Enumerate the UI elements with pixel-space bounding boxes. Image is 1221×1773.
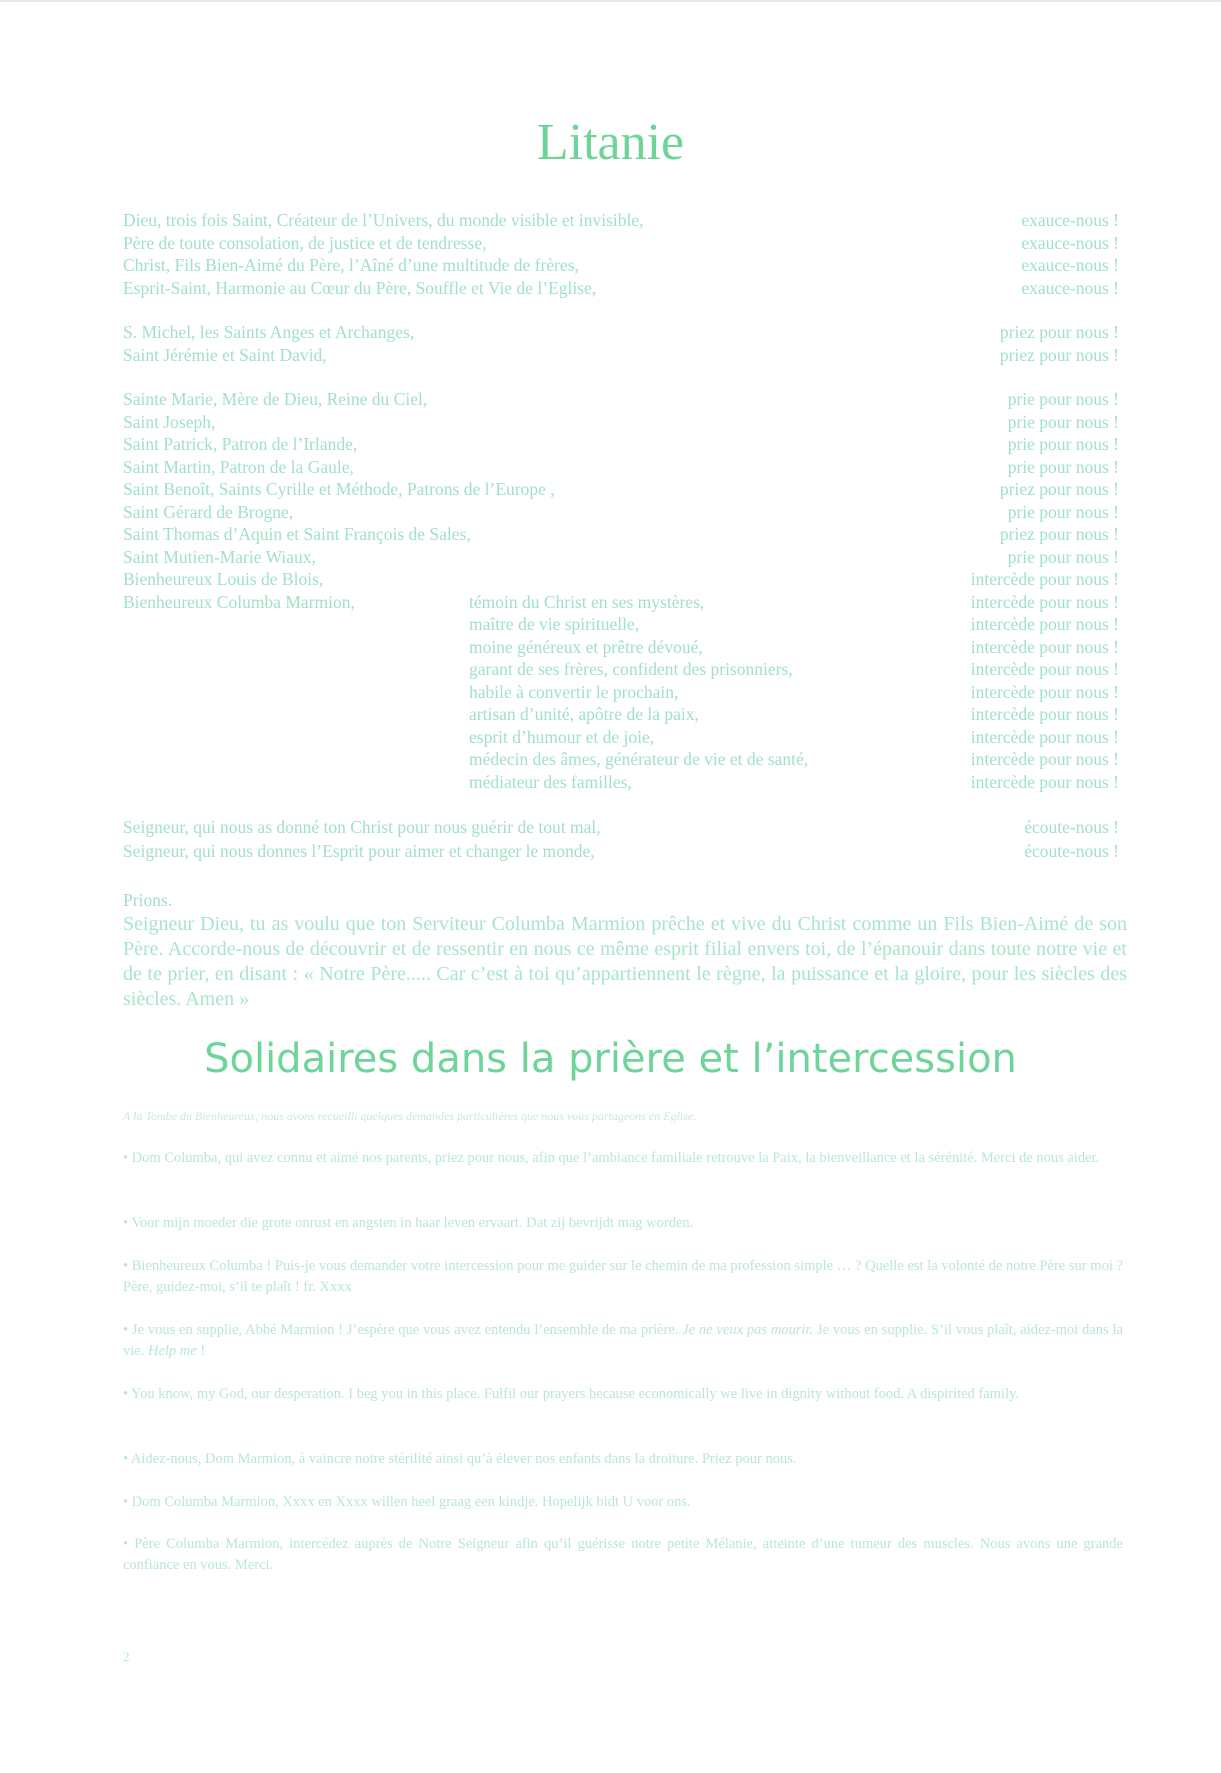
invocation: Saint Gérard de Brogne, bbox=[123, 501, 294, 522]
invocation: Bienheureux Louis de Blois, bbox=[123, 569, 324, 589]
invocation: Christ, Fils Bien-Aimé du Père, l’Aîné d’une multitude de frères, bbox=[123, 255, 579, 275]
litany-line bbox=[123, 277, 1119, 300]
response: intercède pour nous ! bbox=[970, 704, 1119, 724]
response: intercède pour nous ! bbox=[970, 771, 1119, 792]
litany-line bbox=[123, 816, 1119, 839]
marmion-line bbox=[469, 681, 1119, 704]
litany-line bbox=[123, 433, 1119, 456]
response: prie pour nous ! bbox=[1007, 389, 1119, 409]
litany-line bbox=[123, 344, 1119, 367]
litany-line bbox=[123, 209, 1119, 232]
response: priez pour nous ! bbox=[999, 344, 1119, 365]
invocation: Saint Martin, Patron de la Gaule, bbox=[123, 456, 354, 477]
request-item: • Dom Columba Marmion, Xxxx en Xxxx willen heel graag een kindje. Hopelijk bidt U voor ons. bbox=[123, 1494, 691, 1510]
litany-line bbox=[123, 840, 1119, 863]
invocation: Seigneur, qui nous donnes l’Esprit pour aimer et changer le monde, bbox=[123, 841, 595, 861]
invocation: médecin des âmes, générateur de vie et de santé, bbox=[469, 749, 809, 769]
invocation: maître de vie spirituelle, bbox=[469, 614, 640, 634]
invocation: esprit d’humour et de joie, bbox=[469, 726, 655, 747]
response: prie pour nous ! bbox=[1007, 456, 1119, 477]
invocation: moine généreux et prêtre dévoué, bbox=[469, 636, 703, 657]
marmion-line bbox=[469, 703, 1119, 726]
response: exauce-nous ! bbox=[1021, 210, 1119, 230]
request-emphasis: Help me bbox=[147, 1343, 197, 1359]
request-item: • You know, my God, our desperation. I beg you in this place. Fulfil our prayers because economically we live in dignity without food. A dispirited family. bbox=[123, 1386, 1020, 1402]
invocation: artisan d’unité, apôtre de la paix, bbox=[469, 704, 699, 724]
marmion-line bbox=[469, 658, 1119, 681]
response: priez pour nous ! bbox=[999, 322, 1119, 342]
invocation: habile à convertir le prochain, bbox=[469, 681, 679, 702]
request-item: • Voor mijn moeder die grote onrust en angsten in haar leven ervaart. Dat zij bevrijdt mag worden. bbox=[123, 1215, 694, 1231]
marmion-line bbox=[469, 771, 1119, 794]
invocation: garant de ses frères, confident des prisonniers, bbox=[469, 659, 793, 679]
invocation: Saint Thomas d’Aquin et Saint François de Sales, bbox=[123, 524, 471, 544]
response: intercède pour nous ! bbox=[970, 591, 1119, 612]
invocation: Seigneur, qui nous as donné ton Christ pour nous guérir de tout mal, bbox=[123, 817, 601, 837]
request-item: • Aidez-nous, Dom Marmion, à vaincre notre stérilité ainsi qu’à élever nos enfants dans la droiture. Priez pour nous. bbox=[123, 1451, 797, 1467]
request-item: • Père Columba Marmion, intercédez auprès de Notre Seigneur afin qu’il guérisse notre petite Mélanie, atteinte d’une tumeur des muscles. Nous avons une grande confiance en vous. Merci. bbox=[123, 1536, 1123, 1573]
invocation: Bienheureux Columba Marmion, bbox=[123, 591, 355, 612]
invocation: Saint Patrick, Patron de l’Irlande, bbox=[123, 434, 358, 454]
response: intercède pour nous ! bbox=[970, 614, 1119, 634]
litany-line bbox=[123, 388, 1119, 411]
litany-line bbox=[123, 523, 1119, 546]
marmion-line bbox=[469, 726, 1119, 749]
response: prie pour nous ! bbox=[1007, 501, 1119, 522]
marmion-line bbox=[469, 613, 1119, 636]
response: intercède pour nous ! bbox=[970, 659, 1119, 679]
response: prie pour nous ! bbox=[1007, 411, 1119, 432]
request-item: • Bienheureux Columba ! Puis-je vous demander votre intercession pour me guider sur le chemin de ma profession simple … ? Quelle est la volonté de notre Père sur moi ? Père, guidez-moi, s’il te plaît ! fr. Xxxx bbox=[123, 1258, 1123, 1295]
invocation: Saint Jérémie et Saint David, bbox=[123, 344, 327, 365]
marmion-line bbox=[469, 636, 1119, 659]
litany-line bbox=[123, 591, 463, 614]
litany-line bbox=[123, 456, 1119, 479]
response: intercède pour nous ! bbox=[970, 681, 1119, 702]
page-number: 2 bbox=[123, 1649, 130, 1664]
response: intercède pour nous ! bbox=[970, 569, 1119, 589]
response: priez pour nous ! bbox=[999, 524, 1119, 544]
response: priez pour nous ! bbox=[999, 479, 1119, 499]
response: exauce-nous ! bbox=[1021, 232, 1119, 253]
solidaires-title: Solidaires dans la prière et l’intercession bbox=[204, 1036, 1017, 1082]
closing-prayer: Seigneur Dieu, tu as voulu que ton Serviteur Columba Marmion prêche et vive du Christ comme un Fils Bien-Aimé de son Père. Accorde-nous de découvrir et de ressentir en nous ce même esprit filial envers toi, de l’épanouir dans toute notre vie et de te prier, en disant : « Notre Père..... Car c’est à toi qu’appartiennent le règne, la puissance et la gloire, pour les siècles des siècles. Amen » bbox=[123, 913, 1127, 1010]
response: intercède pour nous ! bbox=[970, 749, 1119, 769]
request-text: • Je vous en supplie, Abbé Marmion ! J’espère que vous avez entendu l’ensemble de ma prière. bbox=[123, 1322, 679, 1338]
invocation: Saint Joseph, bbox=[123, 411, 216, 432]
response: écoute-nous ! bbox=[1024, 817, 1119, 837]
litanie-title: Litanie bbox=[536, 114, 685, 171]
invocation: Saint Mutien-Marie Wiaux, bbox=[123, 546, 316, 567]
marmion-line bbox=[469, 591, 1119, 614]
response: intercède pour nous ! bbox=[970, 726, 1119, 747]
response: prie pour nous ! bbox=[1007, 546, 1119, 567]
litany-line bbox=[123, 478, 1119, 501]
litany-line bbox=[123, 411, 1119, 434]
litany-line bbox=[123, 568, 1119, 591]
invocation: Saint Benoît, Saints Cyrille et Méthode, Patrons de l’Europe , bbox=[123, 479, 555, 499]
invocation: Sainte Marie, Mère de Dieu, Reine du Ciel, bbox=[123, 389, 428, 409]
invocation: médiateur des familles, bbox=[469, 771, 632, 792]
request-item: • Dom Columba, qui avez connu et aimé nos parents, priez pour nous, afin que l’ambiance familiale retrouve la Paix, la bienveillance et la sérénité. Merci de nous aider. bbox=[123, 1150, 1100, 1166]
invocation: Père de toute consolation, de justice et de tendresse, bbox=[123, 232, 487, 253]
invocation: Esprit-Saint, Harmonie au Cœur du Père, Souffle et Vie de l’Eglise, bbox=[123, 277, 597, 298]
request-text: Je vous en supplie. S’il vous plaît, aidez-moi dans la vie. bbox=[123, 1322, 1124, 1359]
request-item bbox=[123, 1320, 1123, 1362]
request-emphasis: Je ne veux pas mourir. bbox=[682, 1322, 814, 1338]
invocation: Dieu, trois fois Saint, Créateur de l’Univers, du monde visible et invisible, bbox=[123, 210, 644, 230]
solidaires-intro: A la Tombe du Bienheureux, nous avons recueilli quelques demandes particulières que nous vous partageons en Eglise. bbox=[123, 1109, 697, 1123]
response: intercède pour nous ! bbox=[970, 636, 1119, 657]
invocation: témoin du Christ en ses mystères, bbox=[469, 591, 705, 612]
litany-line bbox=[123, 321, 1119, 344]
response: exauce-nous ! bbox=[1021, 255, 1119, 275]
litany-line bbox=[123, 501, 1119, 524]
request-text: ! bbox=[200, 1343, 206, 1359]
response: exauce-nous ! bbox=[1021, 277, 1119, 298]
litany-line bbox=[123, 232, 1119, 255]
litany-line bbox=[123, 254, 1119, 277]
top-rule bbox=[0, 0, 1221, 2]
invocation: S. Michel, les Saints Anges et Archanges, bbox=[123, 322, 415, 342]
litany-line bbox=[123, 546, 1119, 569]
marmion-line bbox=[469, 748, 1119, 771]
prions-label: Prions. bbox=[123, 890, 173, 910]
response: écoute-nous ! bbox=[1024, 841, 1119, 861]
response: prie pour nous ! bbox=[1007, 434, 1119, 454]
